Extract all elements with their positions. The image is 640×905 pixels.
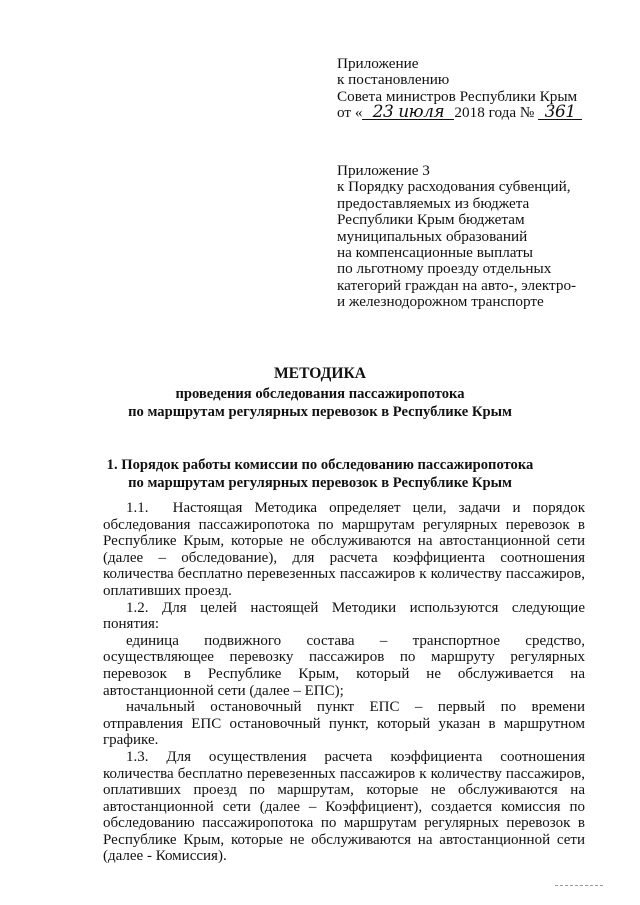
appendix-header — [337, 56, 582, 122]
subtitle-line: проведения обследования пассажиропотока — [175, 386, 465, 402]
appendix-3-line: к Порядку расходования субвенций, — [337, 178, 571, 196]
appendix-to-resolution: к постановлению — [337, 71, 450, 89]
appendix-3-line: Приложение 3 — [337, 162, 430, 179]
date-prefix: от « — [337, 104, 363, 122]
appendix-3-line: муниципальных образований — [337, 227, 528, 245]
date-year: 2018 года № — [454, 104, 535, 122]
paragraph-1-1: 1.1. Настоящая Методика определяет цели, задачи и порядок обследования пассажиропотока по маршрутам регулярных перевозок в Республике Крым, которые не обслуживаются на автостанционной сети (далее – обследование), для расчета коэффициента соотношения количества бесплатно перевезенных пассажиров к количеству пассажиров, оплативших проезд. — [103, 500, 585, 599]
section-body — [103, 500, 585, 865]
appendix-3-line: по льготному проезду отдельных — [337, 260, 552, 278]
document-title: МЕТОДИКА — [273, 365, 367, 382]
document-subtitle — [0, 385, 640, 421]
appendix-issuer: Совета министров Республики Крым — [337, 87, 578, 105]
paragraph-1-2: 1.2. Для целей настоящей Методики используются следующие понятия: — [103, 599, 585, 633]
paragraph-1-3: 1.3. Для осуществления расчета коэффициента соотношения количества бесплатно перевезенных пассажиров к количеству пассажиров, оплативших проезд по маршрутам, которые не обслуживаются на автостанционной сети (далее – Коэффициент), создается комиссия по обследованию пассажиропотока по маршрутам регулярных перевозок в Республике Крым, которые не обслуживаются на автостанционной сети (далее - Комиссия). — [103, 748, 585, 865]
appendix-3-line: и железнодорожном транспорте — [337, 293, 544, 311]
subtitle-line: по маршрутам регулярных перевозок в Республике Крым — [128, 404, 512, 420]
resolution-date-line — [337, 102, 582, 123]
handwritten-number: 361 — [538, 105, 582, 120]
appendix-3-line: на компенсационные выплаты — [337, 244, 533, 262]
handwritten-date: 23 июля — [362, 105, 454, 120]
footer-mark — [555, 885, 603, 886]
definition-start-stop: начальный остановочный пункт ЕПС – первый по времени отправления ЕПС остановочный пункт, который указан в маршрутном графике. — [103, 699, 585, 749]
appendix-3-line: Республики Крым бюджетам — [337, 211, 525, 229]
appendix-3-line: категорий граждан на авто-, электро- — [337, 276, 577, 294]
section-heading — [0, 456, 640, 492]
appendix-3-line: предоставляемых из бюджета — [337, 194, 530, 212]
section-heading-line: 1. Порядок работы комиссии по обследованию пассажиропотока — [106, 457, 534, 473]
definition-eps: единица подвижного состава – транспортное средство, осуществляющее перевозку пассажиров по маршруту регулярных перевозок в Республике Крым, который не обслуживается на автостанционной сети (далее – ЕПС); — [103, 632, 585, 699]
appendix-label: Приложение — [337, 55, 419, 72]
appendix-3-header — [337, 163, 576, 311]
section-heading-line: по маршрутам регулярных перевозок в Республике Крым — [128, 475, 512, 491]
